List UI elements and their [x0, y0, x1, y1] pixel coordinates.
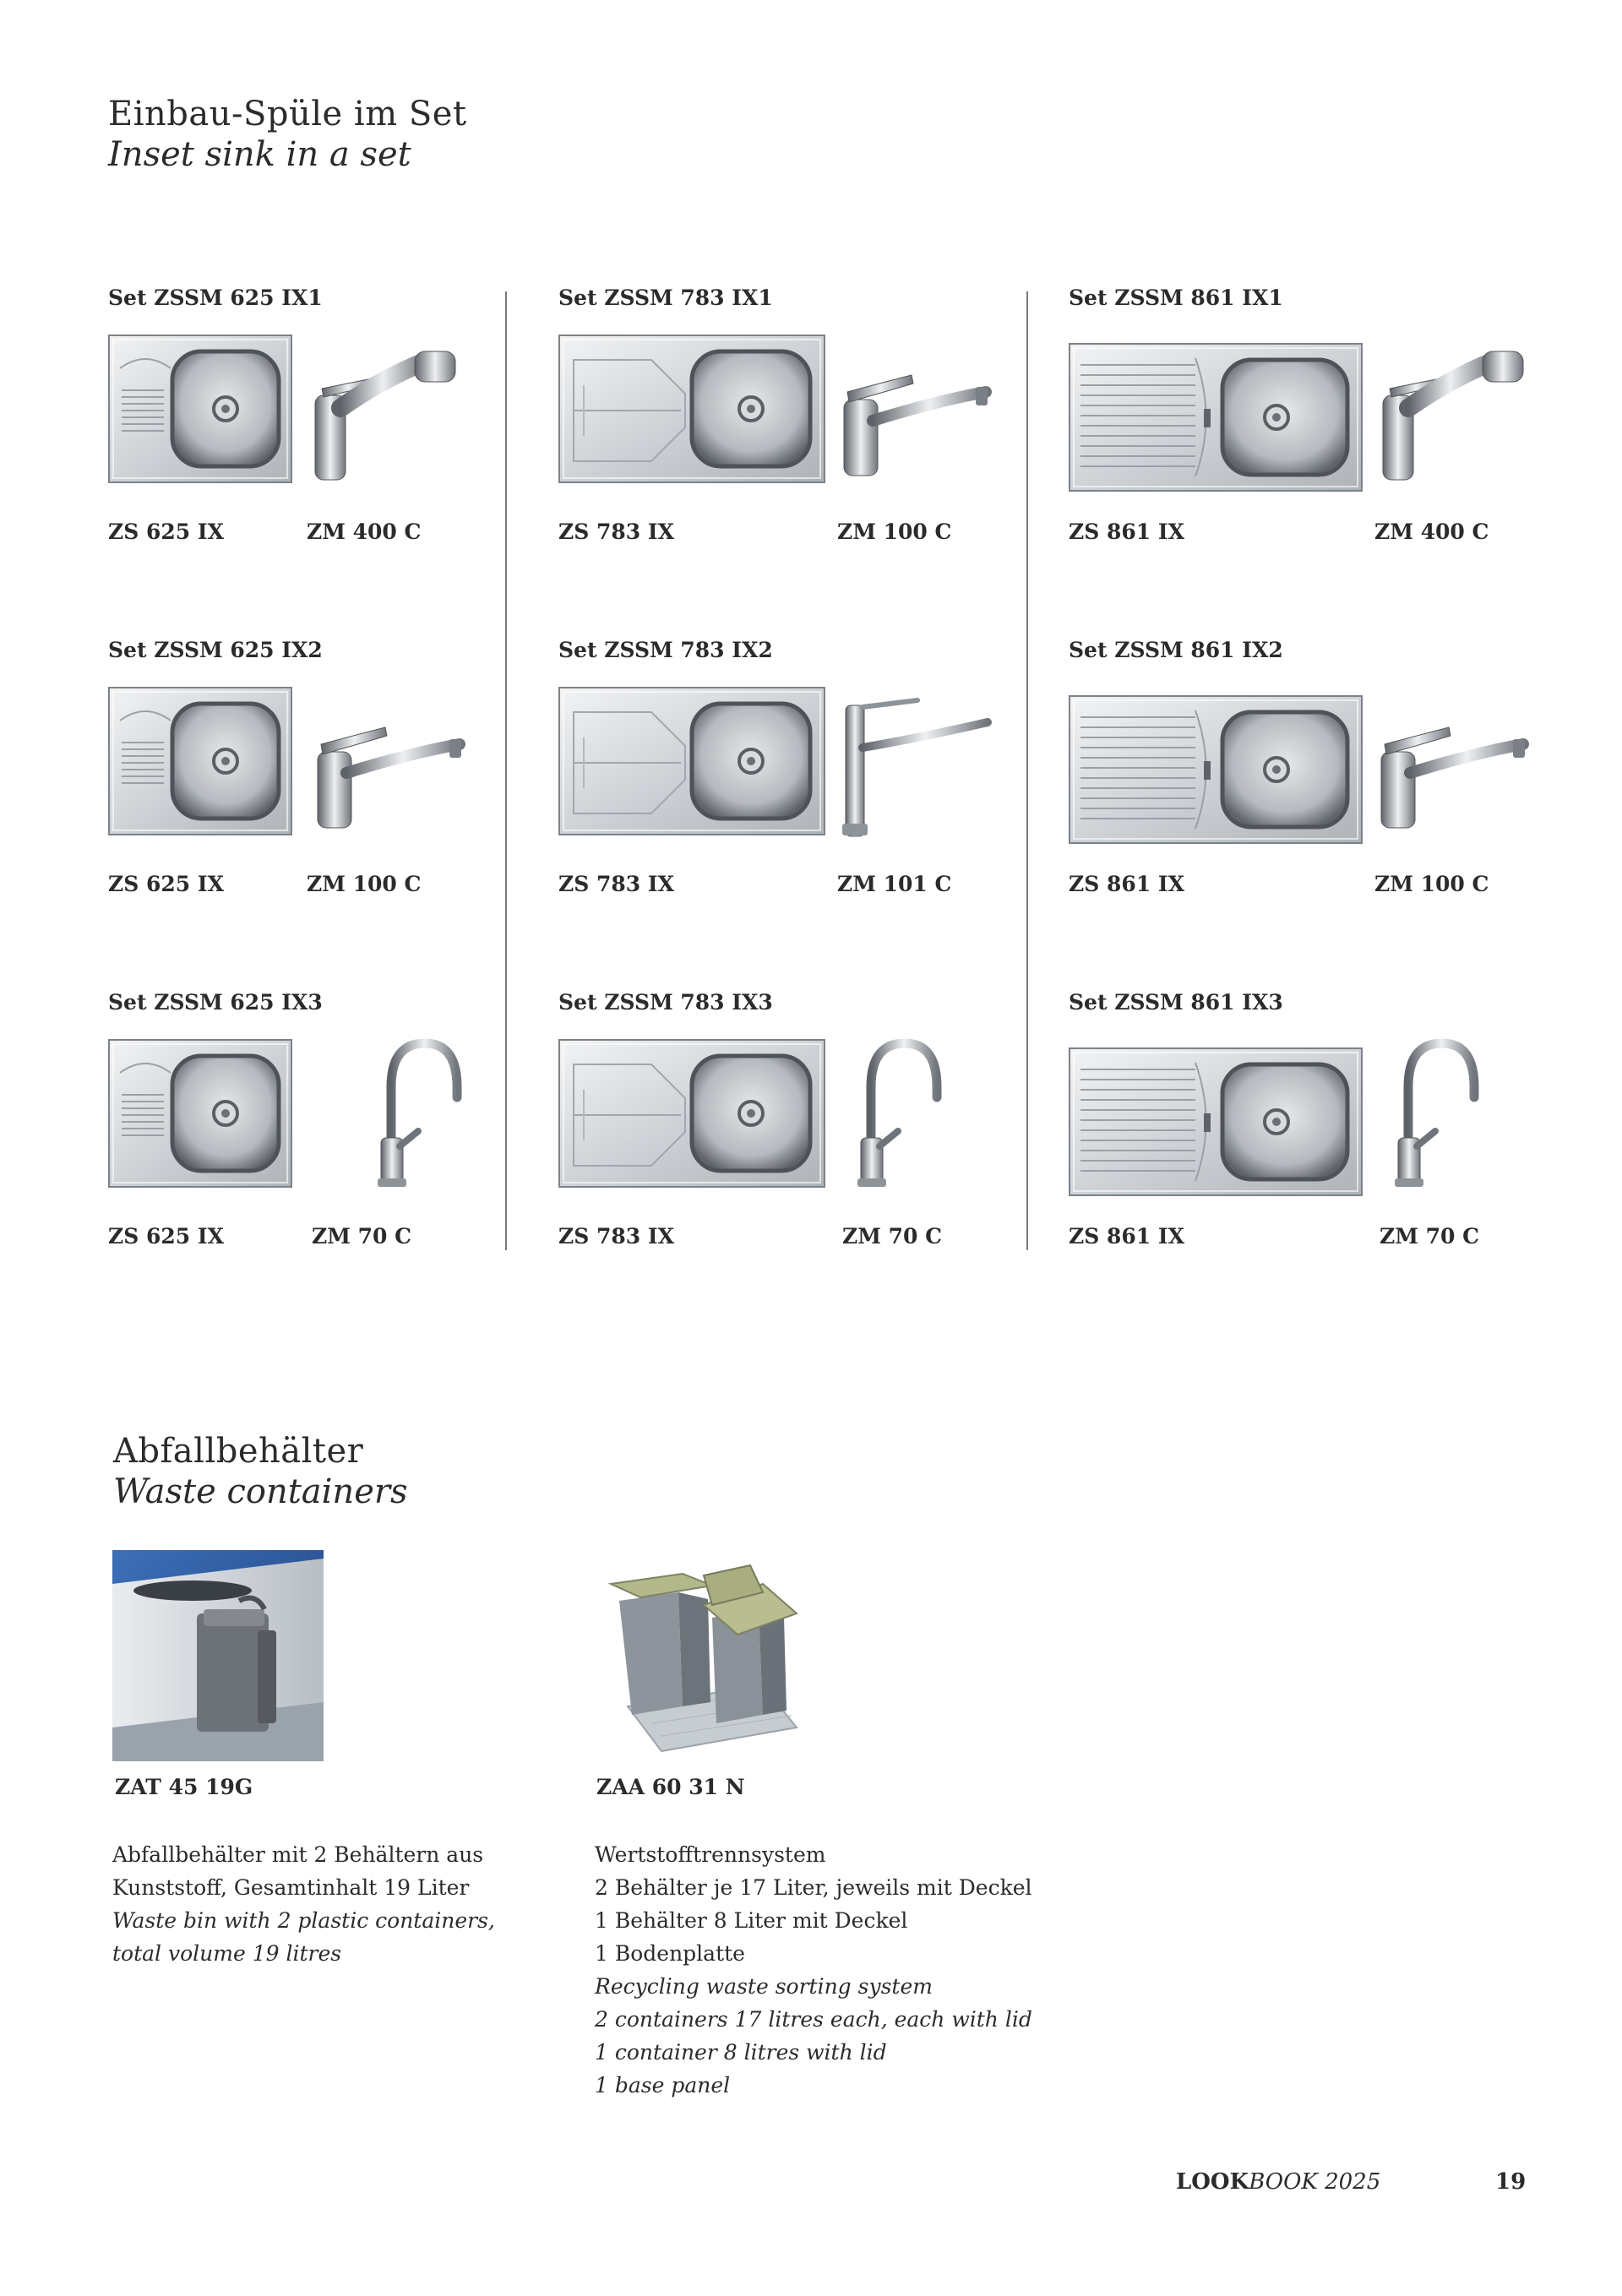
- tap-code: ZM 70 C: [312, 1224, 412, 1249]
- column-divider: [1026, 291, 1028, 1250]
- set-title: Set ZSSM 783 IX3: [558, 990, 773, 1015]
- tap-image: [1374, 705, 1535, 835]
- footer-brand-italic: BOOK 2025: [1249, 2169, 1381, 2195]
- tap-image: [837, 697, 998, 844]
- set-title: Set ZSSM 861 IX2: [1069, 638, 1283, 662]
- desc-line: 2 containers 17 litres each, each with lid: [595, 2007, 1032, 2032]
- sink-code: ZS 625 IX: [108, 1224, 224, 1249]
- waste-bin-image: [112, 1550, 324, 1761]
- tap-image: [846, 1036, 947, 1192]
- tap-code: ZM 400 C: [307, 520, 422, 544]
- tap-code: ZM 100 C: [1374, 872, 1489, 896]
- sink-code: ZS 861 IX: [1069, 520, 1184, 544]
- sink-image: [1069, 1047, 1363, 1200]
- desc-line: Abfallbehälter mit 2 Behältern aus: [112, 1842, 484, 1867]
- set-title: Set ZSSM 783 IX1: [558, 286, 773, 310]
- sink-code: ZS 783 IX: [558, 1224, 674, 1249]
- desc-line: 1 Behälter 8 Liter mit Deckel: [595, 1908, 908, 1933]
- sink-code: ZS 861 IX: [1069, 1224, 1184, 1249]
- waste-code-2: ZAA 60 31 N: [596, 1775, 745, 1799]
- sink-image: [558, 335, 825, 487]
- set-title: Set ZSSM 861 IX3: [1069, 990, 1283, 1015]
- desc-line: total volume 19 litres: [112, 1941, 342, 1966]
- section-title-en: Inset sink in a set: [108, 135, 411, 174]
- sink-code: ZS 625 IX: [108, 872, 224, 896]
- tap-image: [1383, 1036, 1484, 1192]
- footer-brand: [1176, 2169, 1380, 2195]
- desc-line: 2 Behälter je 17 Liter, jeweils mit Deckel: [595, 1875, 1032, 1900]
- desc-line: Kunststoff, Gesamtinhalt 19 Liter: [112, 1875, 470, 1900]
- set-title: Set ZSSM 625 IX3: [108, 990, 323, 1015]
- sink-image: [108, 687, 292, 839]
- sink-image: [1069, 343, 1363, 495]
- tap-image: [311, 705, 471, 835]
- sink-image: [108, 335, 292, 487]
- tap-code: ZM 70 C: [1380, 1224, 1480, 1249]
- desc-line: Waste bin with 2 plastic containers,: [112, 1908, 495, 1933]
- desc-line: 1 base panel: [595, 2073, 731, 2097]
- sink-code: ZS 783 IX: [558, 872, 674, 896]
- tap-code: ZM 101 C: [837, 872, 952, 896]
- tap-image: [1374, 345, 1527, 492]
- waste-section-title-en: Waste containers: [113, 1472, 408, 1511]
- sink-code: ZS 861 IX: [1069, 872, 1184, 896]
- tap-image: [837, 353, 998, 483]
- tap-code: ZM 400 C: [1374, 520, 1489, 544]
- sink-code: ZS 783 IX: [558, 520, 674, 544]
- set-title: Set ZSSM 625 IX2: [108, 638, 323, 662]
- footer-brand-bold: LOOK: [1176, 2169, 1249, 2195]
- waste-description-1: [112, 1838, 495, 1970]
- set-title: Set ZSSM 625 IX1: [108, 286, 323, 310]
- waste-code-1: ZAT 45 19G: [115, 1775, 253, 1799]
- sink-code: ZS 625 IX: [108, 520, 224, 544]
- waste-description-2: [595, 1838, 1032, 2102]
- sink-image: [558, 687, 825, 839]
- desc-line: Wertstofftrennsystem: [595, 1842, 826, 1867]
- tap-code: ZM 70 C: [842, 1224, 943, 1249]
- desc-line: 1 Bodenplatte: [595, 1941, 745, 1966]
- tap-code: ZM 100 C: [837, 520, 952, 544]
- set-title: Set ZSSM 783 IX2: [558, 638, 773, 662]
- sink-image: [558, 1039, 825, 1191]
- tap-image: [307, 345, 459, 492]
- desc-line: 1 container 8 litres with lid: [595, 2040, 887, 2065]
- waste-section-title-de: Abfallbehälter: [113, 1432, 364, 1471]
- tap-image: [366, 1036, 467, 1192]
- sink-image: [1069, 695, 1363, 847]
- page-number: 19: [1495, 2169, 1527, 2195]
- tap-code: ZM 100 C: [307, 872, 422, 896]
- desc-line: Recycling waste sorting system: [595, 1974, 933, 1999]
- recycling-system-image: [594, 1559, 805, 1753]
- column-divider: [505, 291, 507, 1250]
- section-title-de: Einbau-Spüle im Set: [108, 95, 467, 133]
- sink-image: [108, 1039, 292, 1191]
- set-title: Set ZSSM 861 IX1: [1069, 286, 1283, 310]
